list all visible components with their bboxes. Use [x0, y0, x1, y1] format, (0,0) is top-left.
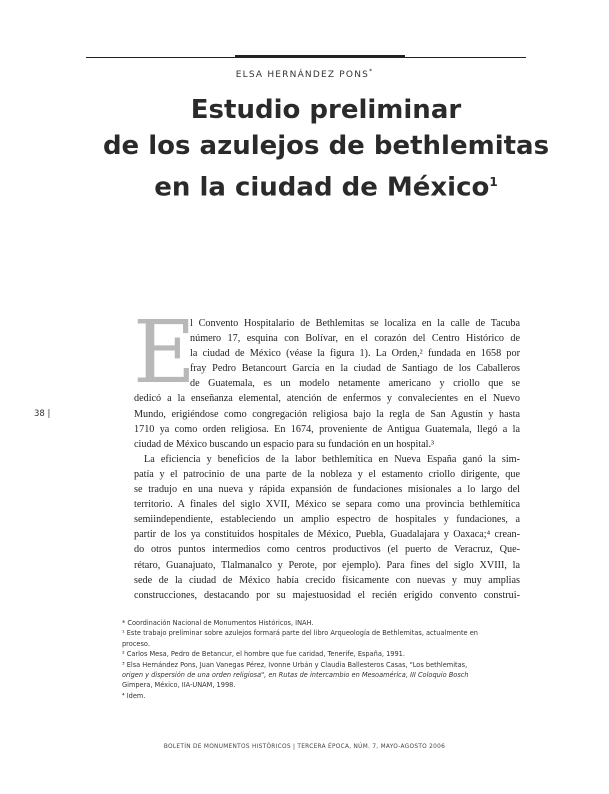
author-note-mark: * [369, 68, 374, 75]
footnote: ³ Elsa Hernández Pons, Juan Vanegas Pérez, Ivonne Urbán y Claudia Ballesteros Casas, "Los bethlemitas, [122, 660, 468, 669]
page-number: 38 | [34, 409, 51, 419]
title-line-2: de los azulejos de bethlemitas [102, 131, 550, 161]
body-line: se tradujo en una nueva y rápida expansión de fundaciones misionales a lo largo del [134, 484, 520, 496]
body-line: Mundo, erigiéndose como congregación religiosa bajo la regla de San Agustín y hasta [134, 408, 520, 420]
footnote: * Coordinación Nacional de Monumentos Históricos, INAH. [122, 619, 314, 627]
author-name: ELSA HERNÁNDEZ PONS [235, 70, 370, 80]
drop-cap: E [133, 303, 196, 403]
title-line-3-text: en la ciudad de México [154, 172, 490, 203]
footnote: ¹ Este trabajo preliminar sobre azulejos formará parte del libro Arqueología de Bethlemitas, actualmente en [122, 629, 478, 638]
body-line: de Guatemala, es un modelo netamente americano y criollo que se [190, 378, 520, 390]
body-line: territorio. A finales del siglo XVII, México se separa como una provincia bethlemítica [134, 499, 520, 511]
title-line-3 [80, 164, 572, 206]
body-line: 1710 ya como orden religiosa. En 1674, proveniente de Antigua Guatemala, llegó a la [134, 423, 520, 435]
body-line: l Convento Hospitalario de Bethlemitas se localiza en la calle de Tacuba [190, 318, 520, 329]
footnote: proceso. [122, 639, 150, 648]
body-line: fray Pedro Betancourt García en la ciudad de Santiago de los Caballeros [190, 363, 520, 375]
body-line: la ciudad de México (véase la figura 1). La Orden,² fundada en 1658 por [190, 348, 520, 360]
footnote: Gimpera, México, IIA-UNAM, 1998. [122, 681, 236, 690]
body-line: La eficiencia y beneficios de la labor bethlemítica en Nueva España ganó la sim- [144, 453, 520, 465]
footnotes [122, 618, 522, 701]
body-line: semiindependiente, estableciendo un amplio espectro de hospitales y fundaciones, a [134, 514, 520, 526]
article-title [80, 92, 572, 206]
body-line: ciudad de México buscando un espacio para su fundación en un hospital.³ [134, 438, 435, 450]
title-note-mark: 1 [489, 175, 498, 189]
body-line: número 17, esquina con Bolívar, en el corazón del Centro Histórico de [190, 333, 520, 345]
running-footer: BOLETÍN DE MONUMENTOS HISTÓRICOS | TERCERA ÉPOCA, NÚM. 7, MAYO-AGOSTO 2006 [163, 744, 446, 750]
body-line: sede de la ciudad de México había crecido físicamente con nuevas y muy amplias [134, 574, 520, 586]
body-line: partir de los ya constituidos hospitales de México, Puebla, Guadalajara y Oaxaca;⁴ crean- [134, 529, 520, 541]
body-text [133, 303, 520, 603]
footnote: ⁴ Idem. [122, 691, 146, 700]
body-line: do otros puntos intermedios como centros productivos (el puerto de Veracruz, Que- [134, 544, 520, 556]
body-line: patía y el patrocinio de una parte de la nobleza y el estamento criollo dirigente, que [134, 468, 520, 480]
body-line: construcciones, destacando por su majestuosidad el recién erigido convento construi- [134, 589, 520, 601]
title-line-1: Estudio preliminar [190, 95, 462, 125]
author-line [0, 68, 609, 80]
body-line: dedicó a la enseñanza elemental, atención de enfermos y convalecientes en el Nuevo [134, 393, 520, 405]
footnote: origen y dispersión de una orden religiosa", en Rutas de intercambio en Mesoamérica, III Coloquio Bosch [122, 671, 469, 680]
body-line: rétaro, Guanajuato, Tlalmanalco y Perote, por ejemplo). Para fines del siglo XVIII, la [134, 559, 520, 571]
top-rule-accent [235, 55, 405, 58]
footnote: ² Carlos Mesa, Pedro de Betancur, el hombre que fue caridad, Tenerife, España, 1991. [122, 650, 405, 659]
